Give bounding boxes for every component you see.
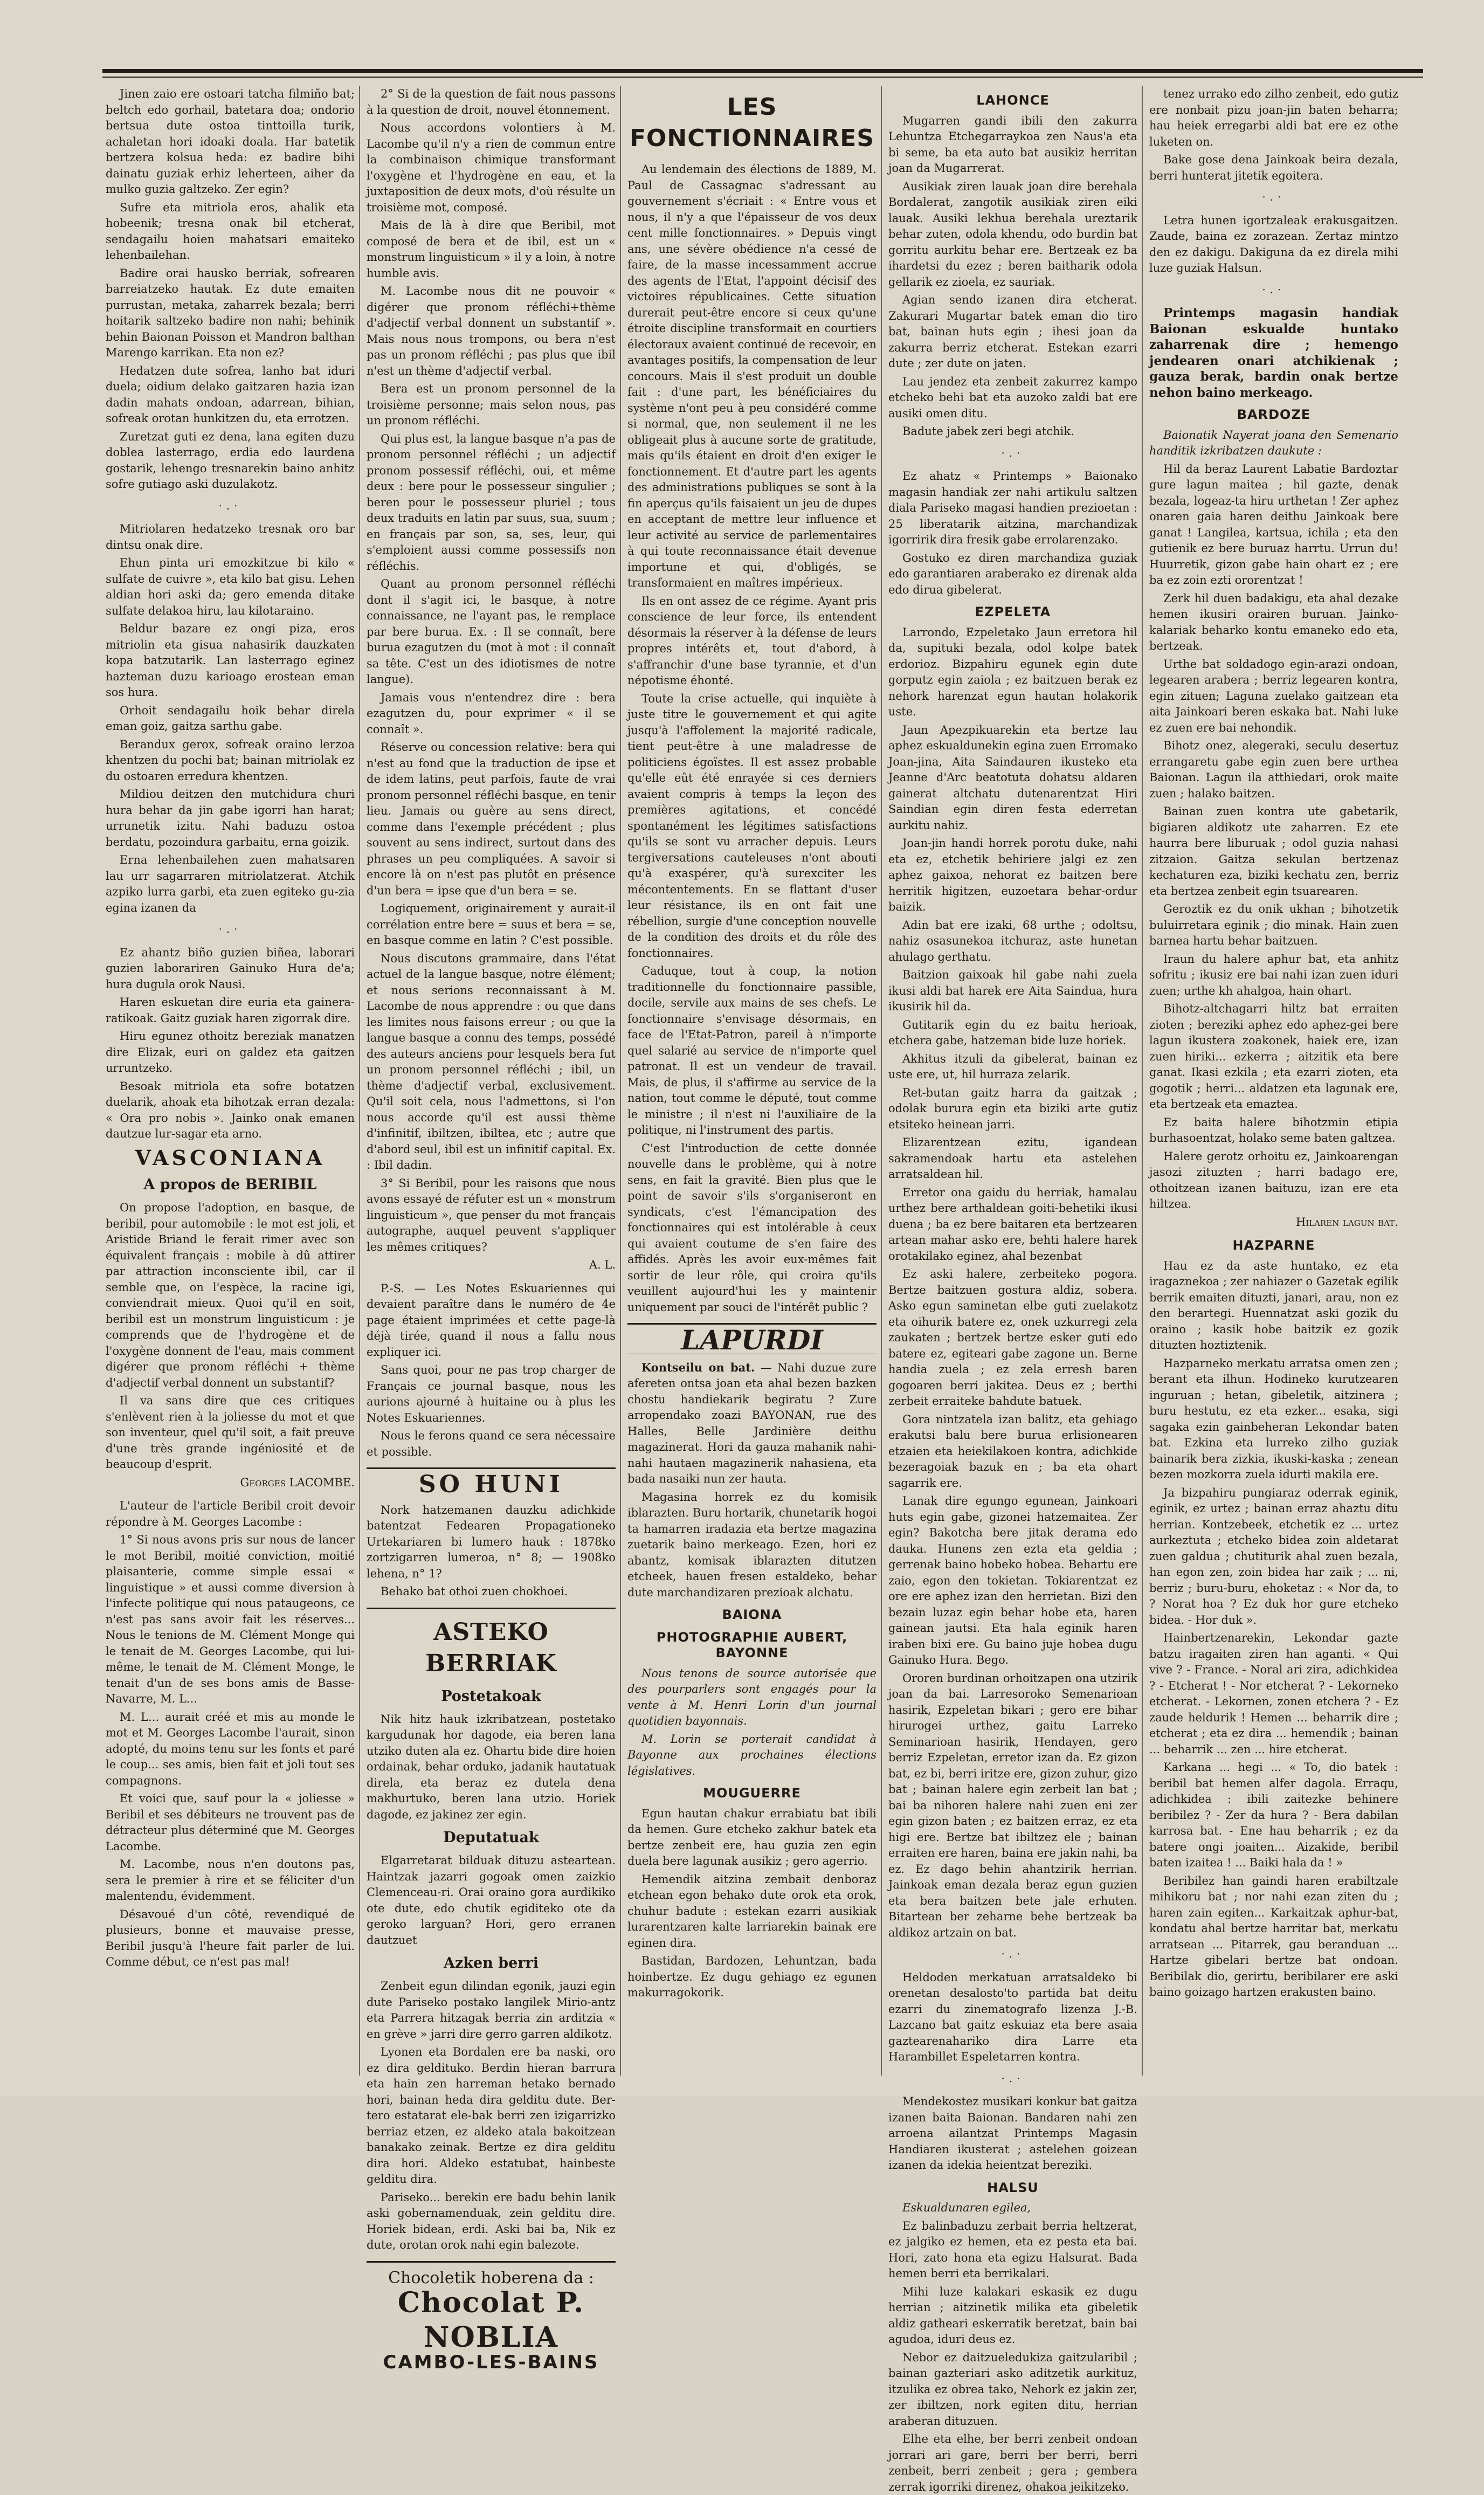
news-paragraph: Elgarretarat bilduak dituzu asteartean. Haintzak jazarri gogoak omen zaizkio Clemenceau-ri. Orai oraino gora aurdikiko ote dute, edo chutik egiditeko ote da geroko larguan? Hori, gero erranen dautzuet [367, 1854, 616, 1947]
bardoze-heading: BARDOZE [1237, 407, 1311, 422]
lahonce-heading: LAHONCE [976, 93, 1050, 108]
col1-paragraph: Beldur bazare ez ongi piza, eros mitriolin eta gisua nahasirik dauzkaten kopa batzutarik. Lan lasterrago eginez hazteman duzu karioago erostean eman sos hura. [106, 622, 355, 699]
vasconiana-paragraph: M. L... aurait créé et mis au monde le mot et M. Georges Lacombe l'aurait, sinon adopté, du moins tenu sur les fonts et paré le coup... ses amis, bien fait et joli tout ses compagnons. [106, 1710, 355, 1787]
photo-paragraph: M. Lorin se porterait candidat à Bayonne aux prochaines élections législatives. [627, 1732, 876, 1777]
ezpeleta-paragraph: Akhitus itzuli da gibelerat, bainan ez uste ere, ut, hil hurraza zelarik. [888, 1052, 1137, 1081]
ezpeleta-paragraph: Ret-butan gaitz harra da gaitzak ; odolak burura egin eta biziki arte gutiz etsiteko heinean jarri. [888, 1086, 1137, 1131]
postscript: Sans quoi, pour ne pas trop charger de Français ce journal basque, nous les aurions ajourné à huitaine ou à plus les Notes Eskuariennes. [367, 1363, 616, 1424]
vasconiana-paragraph: 1° Si nous avons pris sur nous de lancer le mot Beribil, moitié conviction, moitié plaisanterie, comme simple essai « linguistique » et aussi comme diversion à l'infecte politique qui nous pataugeons, ce n'est pas sans avoir fait les réserves... Nous le tenions de M. Clément Monge qui le tenait de M. Georges Lacombe, qui lui-même, le tenait de M. Clément Monge, le tenait d'un de ses bons amis de Basse-Navarre, M. L... [106, 1533, 355, 1705]
news-paragraph: Lyonen eta Bordalen ere ba naski, oro ez dira geldituko. Berdin hieran barrura eta hain zen harreman hetako bernado hori, bainan heda dira gelditu dute. Ber-tero estatarat ele-bak berri zen izigarrizko berriaz etzen, ez aldeko atala bakoitzean banakako zeinak. Bertze ez dira gelditu dira hori. Aldeko estatubat, hainbeste gelditu dira. [367, 2045, 616, 2186]
col2-paragraph: Qui plus est, la langue basque n'a pas de pronom personnel réfléchi ; un adjectif pronom possessif réfléchi, oui, et même deux : bere pour le possesseur singulier ; beren pour le possesseur pluriel ; tous deux traduits en latin par suus, sua, suum ; en français par son, sa, ses, leur, qui s'emploient aussi comme possessifs non réfléchis. [367, 432, 616, 573]
column-rule-2 [620, 86, 621, 2076]
section-rule [367, 1608, 616, 1609]
news-paragraph: Pariseko... berekin ere badu behin lanik aski gobernamenduak, zein gelditu dire. Horiek bidean, erdi. Aski bai ba, Nik ez dute, orotan orok nahi egin balezote. [367, 2190, 616, 2251]
vasconiana-paragraph: L'auteur de l'article Beribil croit devoir répondre à M. Georges Lacombe : [106, 1499, 355, 1528]
vasconiana-paragraph: On propose l'adoption, en basque, de beribil, pour automobile : le mot est joli, et Aristide Briand le ferait rimer avec son équivalent français : mobile à dû attirer par attraction inconsciente ibil, car il semble que, on l'espèce, la racine igi, conviendrait mieux. Quoi qu'il en soit, beribil est un monstrum linguisticum : je comprends que de l'hydrogène et de l'oxygène donnent de l'eau, mais comment digérer que pronom réfléchi + thème d'adjectif verbal donnent un substantif? [106, 1201, 355, 1389]
azken-berri-heading: Azken berri [444, 1955, 539, 1972]
bardoze-paragraph: Bihotz onez, alegeraki, seculu desertuz errangaretu gabe egin zuen bere urthea Baionan. Lagun ila atthiedari, orok maite zuen ; halako baitzen. [1149, 739, 1398, 800]
column-2 [367, 86, 616, 2373]
col2-paragraph: Nous discutons grammaire, dans l'état actuel de la langue basque, notre élément; et nous serions reconnaissant à M. Lacombe de nous apprendre : ou que dans les limites nous faisons erreur ; ou que la langue basque a connu des temps, possédé des auteurs anciens pour lesquels bera fut un pronom personnel réfléchi ; ibil, un thème d'adjectif verbal, exclusivement. Qu'il soit cela, nous l'admettons, si l'on nous accorde qu'il est aussi thème d'infinitif, ibiltzen, ibiltea, etc ; autre que d'abord seul, ibil est un infinitif capital. Ex. : Ibil dadin. [367, 952, 616, 1171]
deputatuak-heading: Deputatuak [443, 1829, 539, 1846]
separator-dots: ·.· [218, 922, 242, 935]
halsu-subheading: Eskualdunaren egilea, [902, 2201, 1031, 2214]
col1-paragraph: Jinen zaio ere ostoari tatcha filmiño bat; beltch edo gorhail, batetara doa; ondorio bertsua dute ostoa tinttoilla turik, achaletan hori idoaki doala. Har batetik bertzera kolsua heda: ez badire bihi dainatu guziak erhiz leherteen, aiher da mulko guzia galtzeko. Zer egin? [106, 87, 355, 196]
separator-dots: ·.· [218, 499, 242, 512]
col1-paragraph: Besoak mitriola eta sofre botatzen duelarik, ahoak eta bihotzak erran dezala: « Ora pro nobis ». Jainko onak emanen dautzue lur-sagar eta arno. [106, 1079, 355, 1140]
hazparne-paragraph: Hazparneko merkatu arratsa omen zen ; berant eta ilhun. Hodineko kurutzearen inguruan ; hetan, gibeletik, aitzinera ; buru hestutu, ez eta ezker... esaka, sigi sagaka ezin gainbeheran Lekondar baten bat. Ezkina eta lurreko zilho guziak bainarik bera zizkia, ikuski-kaska ; zenean bezen mozkorra zuela idurti makila ere. [1149, 1356, 1398, 1481]
ezpeleta-paragraph: Lanak dire egungo egunean, Jainkoari huts egin gabe, gizonei hatzemaitea. Zer egin? Bakotcha bere jitak derama edo dauka. Hunens zen ezta eta geldia ; gerrenak baino hobeko hobea. Behartu ere zaio, egon den tokietan. Tokiarentzat ez ore ere aphez izan den herrietan. Bizi den bezain luzaz egin behar hobe eta, haren gainean jautsi. Eta hala eginik haren iraben bixi ere. Gu baino juje hobea dugu Gainuko Hura. Bego. [888, 1494, 1137, 1666]
ezpeleta-paragraph: Ez aski halere, zerbeiteko pogora. Bertze baitzuen gostura aldiz, sobera. Asko egun saminetan elbe guti zuelakotz eta oihurik batere ez, onek uzkurregi zela zaukaten ; bertzek bertze esker guti edo batere ez, egiteari gabe zagone un. Berne handia zuela ; ez zela erresh baren gogoaren berri jakitea. Deus ez ; berthi zerbeit erraiteke bahdute batuek. [888, 1267, 1137, 1408]
heldu-paragraph: Heldoden merkatuan arratsaldeko bi orenetan desalosto'to partida bat deitu ezarri du zinematografo lizenza J.-B. Lazcano bat gaitz eskuiaz eta bere asaia gaztearenahariko dira Larre eta Harambillet Espeletarren kontra. [888, 1970, 1137, 2063]
separator-dots: ·.· [1262, 282, 1286, 296]
bardoze-paragraph: Bihotz-altchagarri hiltz bat erraiten zioten ; bereziki aphez edo aphez-gei bere lagun ikustera zoakonek, haiek ere, izan zuen hiriki... ezkerra ; aitzitik eta bere ganat. Ikasi ezkila ; eta ezarri zioten, eta gogotik ; herri... aldatzen eta lagunak ere, eta bertzeak eta emaztea. [1149, 1002, 1398, 1111]
bardoze-paragraph: Bainan zuen kontra ute gabetarik, bigiaren aldikotz ute zaharren. Ez ete haurra bere liburuak ; odol guzia nahasi zitzaion. Gaitza sekulan bertzenaz kechaturen eza, biziki kechatu zen, berriz eta bertzea zenbeit egin tsuarearen. [1149, 805, 1398, 898]
halsu-paragraph: Elhe eta elhe, ber berri zenbeit ondoan jorrari ari gare, berri ber berri, berri zenbeit, berri zenbeit ; gera ; gembera zerrak igorriki direnez, ohakoa jeikitzeko. [888, 2432, 1137, 2493]
ezpeleta-paragraph: Adin bat ere izaki, 68 urthe ; odoltsu, nahiz osasunekoa itchuraz, aste hunetan ahulago gerthatu. [888, 918, 1137, 963]
halsu-paragraph: Mihi luze kalakari eskasik ez dugu herrian ; aitzinetik milika eta gibeletik aldiz gatheari eskerratik beretzat, bain bai agudoa, iduri deus ez. [888, 2285, 1137, 2346]
printemps-paragraph: Gostuko ez diren marchandiza guziak edo garantiaren araberako ez direnak alda edo dirua gibelerat. [888, 551, 1137, 596]
vasconiana-paragraph: Et voici que, sauf pour la « joliesse » Beribil et ses débiteurs ne trouvent pas de détracteur plus déterminé que M. Georges Lacombe. [106, 1792, 355, 1853]
col3-paragraph: C'est l'introduction de cette donnée nouvelle dans le problème, qui à notre sens, en fait la gravité. Bien plus que le point de savoir s'ils s'organiseront en syndicats, c'est l'émancipation des fonctionnaires qui est intolérable à ceux qui avaient coutume de s'en faire des affidés. Après les avoir eux-mêmes fait sortir de leur rôle, qui croira qu'ils veuillent aujourd'hui les y maintenir uniquement par souci de l'intérêt public ? [627, 1141, 876, 1314]
col5-paragraph: Bake gose dena Jainkoak beira dezala, berri hunterat jitetik egoitera. [1149, 153, 1398, 182]
printemps-bold-paragraph: Printemps magasin handiak Baionan eskualde huntako zaharrenak dire ; hemengo jendearen onari atchikienak ; gauza berak, bardin onak bertze nehon baino merkeago. [1149, 306, 1398, 400]
postscript: Nous le ferons quand ce sera nécessaire et possible. [367, 1429, 616, 1458]
bardoze-paragraph: Ez baita halere bihotzmin etipia burhasoentzat, holako seme baten galtzea. [1149, 1115, 1398, 1145]
asteko-berriak-heading: ASTEKO BERRIAK [425, 1618, 557, 1677]
ad-tagline: Chocoletik hoberena da : [388, 2268, 594, 2287]
section-rule [367, 2261, 616, 2263]
fonctionnaires-heading: LES FONCTIONNAIRES [629, 93, 875, 152]
vasconiana-heading: VASCONIANA [135, 1145, 326, 1170]
col2-paragraph: Logiquement, originairement y aurait-il corrélation entre bere = suus et bera = se, en basque comme en latin ? C'est possible. [367, 902, 616, 947]
hazparne-paragraph: Beribilez han gaindi haren erabiltzale mihikoru bat ; nor nahi ezan ziten du ; haren zain egiten... Karkaitzak aphur-bat, kondatu ahal bertze harritar bat, merkatu arratsean ... Pitarrek, gau beranduan ... Hartze gibelari bertze bat ondoan. Beribilak dio, gerirtu, beribilarer ere aski baino goizago hartzen erakusten baino. [1149, 1874, 1398, 1998]
bardoze-paragraph: Halere gerotz orhoitu ez, Jainkoarengan jasozi zituzten ; harri badago ere, othoitzean izanen baituzu, izan ere eta hiltzea. [1149, 1149, 1398, 1210]
column-1 [106, 86, 355, 2076]
bardoze-paragraph: Zerk hil duen badakigu, eta ahal dezake hemen ikusiri orairen buruan. Jainko-kalariak beharko kontu emaneko edo eta, bertzeak. [1149, 591, 1398, 652]
bardoze-paragraph: Urthe bat soldadogo egin-arazi ondoan, legearen arabera ; berriz legearen kontra, egin zituen; Laguna zuelako gaitzean eta aita Jainkoari beren eskaka bat. Nahi luke ez zuen ere bai nehondik. [1149, 657, 1398, 734]
mouguerre-paragraph: Bastidan, Bardozen, Lehuntzan, bada hoinbertze. Ez dugu gehiago ez egunen makurragokorik. [627, 1954, 876, 1999]
bardoze-paragraph: Iraun du halere aphur bat, eta anhitz sofritu ; ikusiz ere bai nahi izan zuen iduri zuen; urthe kh ahalgoa, hain ohart. [1149, 952, 1398, 997]
halsu-paragraph: Ez balinbaduzu zerbait berria heltzerat, ez jalgiko ez hemen, eta ez pesta eta bai. Hori, zato hona eta egizu Halsurat. Bada hemen berri eta berrikalari. [888, 2219, 1137, 2280]
vasconiana-subheading: A propos de BERIBIL [143, 1176, 317, 1193]
column-rule-3 [881, 86, 882, 2076]
bardoze-subheading: Baionatik Nayerat joana den Semenario handitik izkribatzen daukute : [1149, 428, 1398, 457]
top-rule-thin [102, 77, 1423, 78]
col2-paragraph: Réserve ou concession relative: bera qui n'est au fond que la traduction de ipse et de idem latins, peut parfois, faute de vrai pronom personnel réfléchi basque, en tenir lieu. Jamais ou guère au sens direct, comme dans l'exemple précédent ; plus souvent au sens indirect, surtout dans des phrases un peu compliquées. A savoir si encore là on n'est pas plutôt en présence d'un bera = ipse que d'un bera = se. [367, 741, 616, 897]
lapurdi-heading: LAPURDI [681, 1324, 823, 1356]
postscript: P.-S. — Les Notes Eskuariennes qui devaient paraître dans le numéro de 4e page étaient imprimées et cette page-là déjà tirée, quand il nous a fallu nous expliquer ici. [367, 1281, 616, 1359]
ad-location: CAMBO-LES-BAINS [383, 2352, 599, 2373]
kontseilu-paragraph [627, 1360, 876, 1487]
ezpeleta-paragraph: Elizarentzean ezitu, igandean sakramendoak hartu eta astelehen arratsaldean hil. [888, 1136, 1137, 1181]
col2-paragraph: 3° Si Beribil, pour les raisons que nous avons essayé de réfuter est un « monstrum linguisticum », que penser du mot français autographe, auquel peuvent s'appliquer les mêmes critiques? [367, 1176, 616, 1253]
ezpeleta-paragraph: Joan-jin handi horrek porotu duke, nahi eta ez, etchetik behiriere jalgi ez zen aphez gaixoa, nehorat ez baitzen bere herritik higitzen, euzoetara behar-ordur baizik. [888, 837, 1137, 913]
ezpeleta-paragraph: Gora nintzatela izan balitz, eta gehiago erakutsi balu bere burua erlisionearen etzaien eta heiekilakoen kontra, adichkide bezeragoiak bazuk en ; ba eta ohart sagarrik ere. [888, 1412, 1137, 1490]
so-huni-paragraph: Behako bat othoi zuen chokhoei. [381, 1585, 568, 1598]
kontseilu-text: — Nahi duzue zure afereten ontsa joan eta ahal bezen bazken chostu handiekarik begiratu ? Zure arropendako zoazi BAYONAN, rue des Halles, Belle Jardinière deithu magazinerat. Hori da gauza mahanik nahi-nahi hautaen magazinerik nahasiena, eta bada nasaiki nun zer hauta. [627, 1361, 876, 1485]
halsu-paragraph: Nebor ez daitzueledukiza gaitzularibil ; bainan gazteriari asko aditzetik aurkituz, itzulika ez obrea tako, Nehork ez jakin zer, zer ibiltzen, nork egiten ditu, herrian araberan dituzuen. [888, 2351, 1137, 2428]
mouguerre-paragraph: Egun hautan chakur errabiatu bat ibili da hemen. Gure etcheko zakhur batek eta bertze zenbeit ere, hau guzia zen egin duela bere lagunak ausikiz ; gero agerrio. [627, 1807, 876, 1867]
postetakoak-heading: Postetakoak [441, 1687, 541, 1705]
lahonce-paragraph: Agian sendo izanen dira etcherat. Zakurari Mugartar batek eman dio tiro bat, bainan huts egin ; ihesi joan da zakurra berriz etcherat. Estekan ezarri dute ; zer dute on jaten. [888, 293, 1137, 370]
vasconiana-paragraph: M. Lacombe, nous n'en doutons pas, sera le premier à rire et se féliciter d'un malentendu, évidemment. [106, 1858, 355, 1903]
col3-paragraph: Toute la crise actuelle, qui inquiète à juste titre le gouvernement et qui agite jusqu'à l'affolement la majorité radicale, tient peut-être à une maladresse de politiciens égoïstes. Il est assez probable qu'elle eût été enrayée si ces derniers avaient compris à temps la leçon des premières agitations, et concédé spontanément les légitimes satisfactions qu'ils se sont vu arracher depuis. Leurs tergiversations cauteleuses n'ont abouti qu'à exaspérer, qu'à surexciter les mécontentements. En se flattant d'user leur résistance, ils en ont fait une rébellion, surgie d'une conception nouvelle de la condition des droits et du rôle des fonctionnaires. [627, 692, 876, 960]
halsu-heading: HALSU [987, 2180, 1039, 2195]
top-rule [102, 69, 1423, 73]
ezpeleta-paragraph: Ororen burdinan orhoitzapen ona utzirik joan da bai. Larresoroko Semenarioan hasirik, Ezpeletan bikari ; gero ere bihar hirurogei urthez, gaitu Larreko Seminarioan hasirik, Hendayen, gero berriz Ezpeletan, erretor izan da. Ez gizon bat, ez bi, berri iritze ere, gizon zuhur, gizo bat ; bainan halere egin zerbeit lan bat ; bai ba nihoren halere nahi zuen eni zer egin gizon baten ; ez baitzen erraz, ez eta higi ere. Bertze bat ibiltzez ele ; bainan erraiten ere haren, baina ere jakin nahi, ba ez. Ez dago behin ahantzirik herrian. Jainkoak eman dezala beraz egun guzien eta bera baitzen bete jale erhuten. Bitartean ber zeharne behe bertzeak ba aldikoz artzain on bat. [888, 1671, 1137, 1939]
hazparne-paragraph: Karkana ... hegi ... « To, dio batek : beribil bat hemen alfer dagola. Erraqu, adichkidea : ibili zaitezke behinere beribilez ? - Zer da hura ? - Bera dabilan karrosa bat. - Ene hau beharrik ; ez da batere ongi joaiten... Aizakide, beribil baten izaitea ! ... Baiki hala da ! » [1149, 1761, 1398, 1869]
col2-paragraph: Nous accordons volontiers à M. Lacombe qu'il n'y a rien de commun entre la combinaison chimique transformant l'oxygène et l'hydrogène en eau, et la juxtaposition de deux mots, d'où résulte un troisième mot, composé. [367, 121, 616, 214]
lahonce-paragraph: Lau jendez eta zenbeit zakurrez kampo etcheko behi bat eta auzoko zaldi bat ere ausiki omen ditu. [888, 375, 1137, 420]
kontseilu-lead: Kontseilu on bat. [641, 1360, 755, 1374]
baiona-heading: BAIONA [722, 1607, 782, 1622]
lahonce-paragraph: Ausikiak ziren lauak joan dire berehala Bordalerat, zangotik ausikiak ziren eiki lauak. Ausiki lekhua berehala ureztarik behar zuten, odola khendu, odo burdin bat gorritu aurkitu behar ere. Bertzeak ez ba ihardetsi du ezez ; beren baitharik odola gellarik ez zioela, ez sauriak. [888, 180, 1137, 288]
ezpeleta-paragraph: Baitzion gaixoak hil gabe nahi zuela ikusi aldi bat harek ere Aita Saindua, hura ikusirik hil da. [888, 968, 1137, 1013]
column-rule-4 [1142, 86, 1143, 2076]
col1-paragraph: Orhoit sendagailu hoik behar direla eman goiz, gaitza sarthu gabe. [106, 704, 355, 733]
signature: A. L. [589, 1258, 616, 1271]
col2-paragraph: 2° Si de la question de fait nous passons à la question de droit, nouvel étonnement. [367, 87, 616, 116]
so-huni-heading: SO HUNI [418, 1471, 564, 1498]
col1-paragraph: Erna lehenbailehen zuen mahatsaren lau urr sagarraren mitriolatzerat. Atchik azpiko lurra garbi, eta zuen egiteko gu-zia egina izanen da [106, 853, 355, 914]
ezpeleta-heading: EZPELETA [975, 604, 1051, 619]
hazparne-paragraph: Ja bizpahiru pungiaraz oderrak eginik, eginik, ez urtez ; bainan erraz ahaztu ditu herrian. Kontzebeek, etchetik ez ... urtez aurkeztuta ; etcheko bidea zoin aldetarat zuen galdua ; chutiturik ahal zuen bezala, han egon zen, zoin bidea har zaik ; ... ni, berriz ; buru-buru, ehoketaz : « Nor da, to ? Norat hoa ? Ez duk hor gure etcheko bidea. - Hor duk ». [1149, 1486, 1398, 1626]
lahonce-paragraph: Badute jabek zeri begi atchik. [902, 425, 1074, 438]
col1-paragraph: Hedatzen dute sofrea, lanho bat iduri duela; oidium delako gaitzaren hazia izan dadin mahats ondoan, adarrean, bihian, sofreak orotan hunkitzen du, eta errotzen. [106, 364, 355, 425]
hazparne-paragraph: Hau ez da aste huntako, ez eta iragaznekoa ; zer nahiazer o Gazetak egilik berrik emaiten dituzti, janari, arau, non ez den berartegi. Huennatzat aski gozik du oraino ; kasik hobe baitzik ez gozik dituzten hoztiztenik. [1149, 1259, 1398, 1352]
section-rule [367, 1467, 616, 1469]
col1-paragraph: Berandux gerox, sofreak oraino lerzoa khentzen du pochi bat; bainan mitriolak ez du ostoaren erredura khentzen. [106, 738, 355, 783]
col1-paragraph: Mildiou deitzen den mutchidura churi hura behar da jin gabe igorri han harat; urrunetik izitu. Nahi baduzu ostoa berdatu, pozoindura garbaitu, erna goizik. [106, 788, 355, 849]
mouguerre-heading: MOUGUERRE [703, 1786, 801, 1801]
column-5 [1149, 86, 1398, 2076]
signature: Georges LACOMBE. [240, 1476, 355, 1489]
col2-paragraph: Bera est un pronom personnel de la troisième personne; mais selon nous, pas un pronom réfléchi. [367, 382, 616, 427]
col1-paragraph: Mitriolaren hedatzeko tresnak oro bar dintsu onak dire. [106, 522, 355, 552]
hazparne-paragraph: Hainbertzenarekin, Lekondar gazte batzu iragaiten ziren han aganti. « Qui vive ? - France. - Noral ari zira, adichkidea ? - Etcherat ! - Nor etcherat ? - Lekorneko etcherat. - Lekornen, zonen etchera ? - Ez zaude heldurik ! Hemen ... beharrik dire ; etcherat ; eta ez dira ... hemendik ; bainan ... beharrik ... zen ... hire etcherat. [1149, 1631, 1398, 1756]
bardoze-paragraph: Geroztik ez du onik ukhan ; bihotzetik buluirretara eginik ; dio minak. Hain zuen barnea hartu behar baitzuen. [1149, 902, 1398, 947]
separator-dots: ·.· [1262, 190, 1286, 203]
ad-brand: Chocolat P. NOBLIA [397, 2286, 585, 2354]
ezpeleta-paragraph: Erretor ona gaidu du herriak, hamalau urthez bere arthaldean goiti-behetiki ikusi duena ; ba ez bere baitaren eta bertzearen artean mahar asko ere, behti halere harek orotakilako eginez, ahal bezenbat [888, 1186, 1137, 1263]
news-paragraph: Zenbeit egun dilindan egonik, jauzi egin dute Pariseko postako langilek Mirio-antz eta Parrera hitzagak berria zin arditzia « en grève » jarri dire gerro garren aldikotz. [367, 1980, 616, 2041]
hazparne-heading: HAZPARNE [1232, 1238, 1315, 1253]
lahonce-paragraph: Mugarren gandi ibili den zakurra Lehuntza Etchegarraykoa zen Naus'a eta bi seme, ba eta auto bat ausikiz herritan joan da Mugarrerat. [888, 114, 1137, 175]
vasconiana-paragraph: Désavoué d'un côté, revendiqué de plusieurs, bonne et mauvaise presse, Beribil jusqu'à l'heure fait parler de lui. Comme début, ce n'est pas mal! [106, 1907, 355, 1968]
column-3 [627, 86, 876, 2076]
printemps-paragraph: Ez ahatz « Printemps » Baionako magasin handiak zer nahi artikulu saltzen diala Pariseko magasi handien prezioetan : 25 liberatarik aitzina, marchandizak igorririk dira fresik gabe errolarenzako. [888, 470, 1137, 546]
mouguerre-paragraph: Hemendik aitzina zembait denboraz etchean egon behako dute orok eta orok, chuhur badute : estekan ezarri ausikiak lurarentzaren kalte larriarekin bainak ere eginen dira. [627, 1872, 876, 1949]
separator-dots: ·.· [1001, 446, 1025, 459]
col3-paragraph: Au lendemain des élections de 1889, M. Paul de Cassagnac s'adressant au gouvernement s'écriait : « Entre vous et nous, il n'y a que l'épaisseur de vos deux cent mille fonctionnaires. » Depuis vingt ans, une sévère obédience n'a cessé de faire, de la masse incessamment accrue des agents de l'Etat, l'appoint décisif des victoires républicaines. Cette situation durerait peut-être encore si ceux qu'une étroite discipline transformait en courtiers électoraux avaient continué de recevoir, en avantages positifs, la compensation de leur concours. Mais il s'est produit un double fait : d'une part, les bénéficiaires du système n'ont peu à peu considéré comme si normal, que, non seulement il ne les obligeait plus à aucune sorte de gratitude, mais qu'ils étaient en droit d'en exiger le fonctionnement. Et d'autre part les agents des administrations publiques se sont à la fin aperçus qu'ils faisaient un jeu de dupes en acceptant de mettre leur influence et leur activité au service de parlementaires à qui toute reconnaissance était devenue importune et qui, d'obligés, se transformaient en maîtres impérieux. [627, 163, 876, 589]
mendekoste-paragraph: Mendekostez musikari konkur bat gaitza izanen baita Baionan. Bandaren nahi zen arroena ailantzat Printemps Magasin Handiaren ikusterat ; astelehen goizean izanen da idekia heientzat bereziki. [888, 2095, 1137, 2172]
chocolat-advertisement [367, 2270, 616, 2371]
so-huni-paragraph: Nork hatzemanen dauzku adichkide batentzat Fedearen Propagationeko Urtekariaren bi lumero hauk : 1878ko zortzigarren lumeroa, n° 8; — 1908ko lehena, n° 1? [367, 1503, 616, 1580]
separator-dots: ·.· [1001, 1947, 1025, 1960]
col1-paragraph: Zuretzat guti ez dena, lana egiten duzu doblea lasterrago, erdia edo laurdena gostarik, lehengo tresnarekin baino anhitz sofre gutiago aski duzulakotz. [106, 430, 355, 491]
photo-paragraph: Nous tenons de source autorisée que des pourparlers sont engagés pour la vente à M. Henri Lorin d'un journal quotidien bayonnais. [627, 1666, 876, 1727]
col3-paragraph: Caduque, tout à coup, la notion traditionnelle du fonctionnaire passible, docile, servile aux mains de ses chefs. Le fonctionnaire s'envisage désormais, en face de l'Etat-Patron, pareil à n'importe quel salarié au service de n'importe quel patronat. Il est un vendeur de travail. Mais, de plus, il s'affirme au service de la nation, tout comme le député, tout comme le ministre ; il n'est ni l'auxiliaire de la politique, ni l'instrument des partis. [627, 964, 876, 1136]
column-rule-1 [359, 86, 360, 2076]
col1-paragraph: Hiru egunez othoitz bereziak manatzen dire Elizak, euri on galdez eta gaitzen urruntzeko. [106, 1030, 355, 1074]
col5-paragraph: Letra hunen igortzaleak erakusgaitzen. Zaude, baina ez zorazean. Zertaz mintzo den ez dakigu. Dakiguna da ez direla mihi luze guziak Halsun. [1149, 213, 1398, 274]
col1-paragraph: Badire orai hausko berriak, sofrearen barreiatzeko hautak. Ez dute emaiten purrustan, metaka, zaharrek bezala; berri hoitarik saltzeko badire non nahi; behinik behin Baionan Poisson et Mandron balthan Marengo karrikan. Eta non ez? [106, 266, 355, 359]
signature: Hilaren lagun bat. [1295, 1215, 1398, 1229]
bardoze-paragraph: Hil da beraz Laurent Labatie Bardoztar gure lagun maitea ; hil gazte, denak bezala, logeaz-ta hiru urthetan ! Zer aphez onaren gaia haren deithu Jainkoak bere ganat ! Langilea, kartsua, ichila ; eta den gutienik ez bere buruaz harrtu. Urrun du! Huurretik, gizon gabe hain ohart ez ; ere ba ez zoin ezti ororentzat ! [1149, 462, 1398, 587]
col3-paragraph: Ils en ont assez de ce régime. Ayant pris conscience de leur force, ils entendent désormais la réserver à la défense de leurs propres intérêts et, tout d'abord, à s'affranchir d'une base tyrannie, et d'un népotisme éhonté. [627, 594, 876, 687]
col2-paragraph: Quant au pronom personnel réfléchi dont il s'agit ici, le basque, à notre connaissance, ne l'ayant pas, le remplace par bere burua. Ex. : Il se connaît, bere burua ezagutzen du (mot à mot : il connaît sa tête. C'est un des idiotismes de notre langue). [367, 577, 616, 686]
ezpeleta-paragraph: Gutitarik egin du ez baitu herioak, etchera gabe, hatzeman bide luze horiek. [888, 1018, 1137, 1047]
photographie-heading: PHOTOGRAPHIE AUBERT, BAYONNE [656, 1629, 848, 1660]
news-paragraph: Nik hitz hauk izkribatzean, postetako kargudunak hor dagode, eia beren lana utziko duten ala ez. Ohartu bide dire hoien ordainak, behar orduko, jadanik hautatuak direla, eta beraz ez dutela dena makhurtuko, beren lana utzio. Horiek dagode, ez jakinez zer egin. [367, 1712, 616, 1821]
column-4 [888, 86, 1137, 2493]
col1-paragraph: Ehun pinta uri emozkitzue bi kilo « sulfate de cuivre », eta kilo bat gisu. Lehen aldian hori aski da; gero emenda ditake sulfate delakoa hiru, lau kilotaraino. [106, 556, 355, 617]
col2-paragraph: Jamais vous n'entendrez dire : bera ezagutzen du, pour exprimer « il se connaît ». [367, 691, 616, 736]
vasconiana-paragraph: Il va sans dire que ces critiques s'enlèvent rien à la joliesse du mot et que son inventeur, quel qu'il soit, a fait preuve d'une très grande ingéniosité et de beaucoup d'esprit. [106, 1394, 355, 1471]
separator-dots: ·.· [1001, 2071, 1025, 2085]
col1-paragraph: Haren eskuetan dire euria eta gainera-ratikoak. Gaitz guziak haren zigorrak dire. [106, 996, 355, 1025]
ezpeleta-paragraph: Jaun Apezpikuarekin eta bertze lau aphez eskualdunekin egina zuen Erromako Joan-jina, Aita Saindauren ikusteko eta Jeanne d'Arc beatotuta dohatsu aldaren gainerat altchatu dutenarentzat Hiri Saindian egin diren festa ederretan aurkitu nahiz. [888, 723, 1137, 832]
col2-paragraph: M. Lacombe nous dit ne pouvoir « digérer que pronom réfléchi+thème d'adjectif verbal donnent un substantif ». Mais nous nous trompons, ou bera n'est pas un pronom réfléchi ; pas plus que ibil n'est un thème d'adjectif verbal. [367, 285, 616, 377]
col1-paragraph: Sufre eta mitriola eros, ahalik eta hobeenik; tresna onak bil etcherat, sendagailu hoien mahatsari emaiteko lehenbailehan. [106, 201, 355, 261]
col1-paragraph: Ez ahantz biño guzien biñea, laborari guzien laborariren Gainuko Hura de'a; hura dugula orok Nausi. [106, 946, 355, 991]
kontseilu-paragraph: Magasina horrek ez du komisik iblarazten. Buru hortarik, chunetarik hogoi ta hamarren iradazia eta bertze magazina zuetarik baino merkeago. Ezen, hori ez abantz, komisak iblarazten ditutzen etcheek, hauen fresen estaldeko, behar dute marchandizaren prezioak alchatu. [627, 1490, 876, 1599]
col2-paragraph: Mais de là à dire que Beribil, mot composé de bera et de ibil, est un « monstrum linguisticum » il y a loin, à notre humble avis. [367, 219, 616, 280]
col5-paragraph: tenez urrako edo zilho zenbeit, edo gutiz ere nonbait pizu joan-jin baten beharra; hau heiek erregarbi aldi bat ere ez othe luketen on. [1149, 87, 1398, 148]
ezpeleta-paragraph: Larrondo, Ezpeletako Jaun erretora hil da, supituki bezala, odol kolpe batek erdorioz. Bizpahiru egunek egin dute gorputz egin zaiola ; ez baitzuen berak ez nehork harenzat egun hautan holakorik uste. [888, 625, 1137, 718]
